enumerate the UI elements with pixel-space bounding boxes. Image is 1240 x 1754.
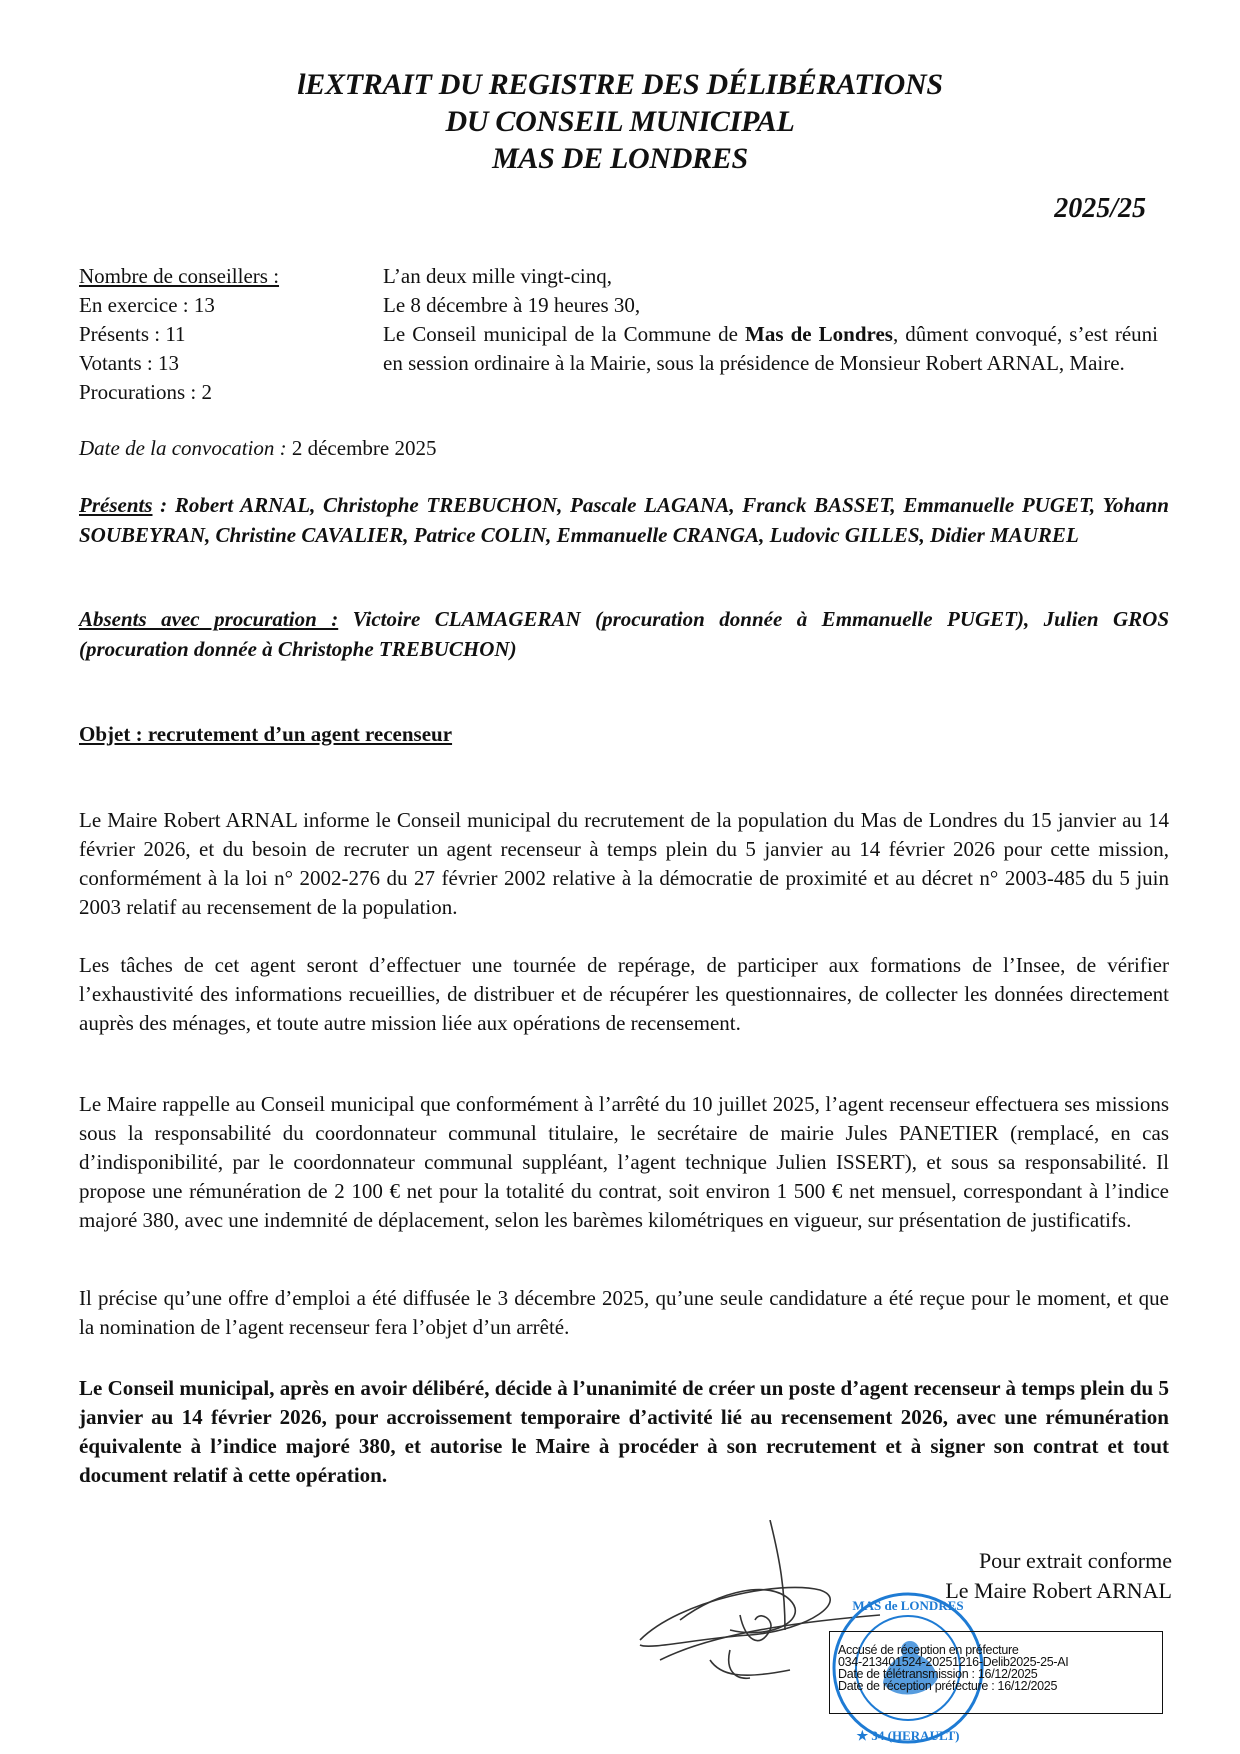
counts-heading: Nombre de conseillers : xyxy=(79,264,280,288)
body-paragraph-1: Le Maire Robert ARNAL informe le Conseil municipal du recrutement de la population du Mas de Londres du 15 janvier au 14 février 2026, et du besoin de recruter un agent recenseur à temps plein du 5 janvier au 14 février 2026 pour cette mission, conformément à la loi n° 2002-276 du 27 février 2002 relative à la démocratie de proximité et au décret n° 2003-485 du 5 juin 2003 relatif au recensement de la population. xyxy=(79,808,1169,919)
count-votants: Votants : 13 xyxy=(79,351,179,375)
decision-paragraph: Le Conseil municipal, après en avoir délibéré, décide à l’unanimité de créer un poste d’agent recenseur à temps plein du 5 janvier au 14 février 2026, pour accroissement temporaire d’activité lié au recensement 2026, avec une rémunération équivalente à l’indice majoré 380, et autorise le Maire à procéder à son recrutement et à signer son contrat et tout document relatif à cette opération. xyxy=(79,1376,1169,1487)
preamble-text-a: Le Conseil municipal de la Commune de xyxy=(383,322,746,346)
signature-line-2: Le Maire Robert ARNAL xyxy=(945,1578,1172,1603)
convocation-date xyxy=(79,436,436,461)
commune-name: Mas de Londres xyxy=(745,322,893,346)
body-paragraph-2: Les tâches de cet agent seront d’effectuer une tournée de repérage, de participer aux formations de l’Insee, de vérifier l’exhaustivité des informations recueillies, de distribuer et de récupérer les questionnaires, de collecter les données directement auprès des ménages, et toute autre mission liée aux opérations de recensement. xyxy=(79,953,1169,1035)
count-procurations: Procurations : 2 xyxy=(79,380,212,404)
svg-text:MAS de LONDRES: MAS de LONDRES xyxy=(852,1598,964,1613)
title-line-2: DU CONSEIL MUNICIPAL xyxy=(445,105,795,138)
ack-line-1: Accusé de réception en préfecture xyxy=(838,1643,1019,1657)
count-en-exercice: En exercice : 13 xyxy=(79,293,215,317)
ack-line-4: Date de réception préfecture : 16/12/2025 xyxy=(838,1679,1058,1693)
councillor-counts xyxy=(79,262,279,407)
deliberation-subject: Objet : recrutement d’un agent recenseur xyxy=(79,722,453,746)
signature-line-1: Pour extrait conforme xyxy=(978,1548,1172,1573)
ack-line-3: Date de télétransmission : 16/12/2025 xyxy=(838,1667,1038,1681)
deliberation-reference: 2025/25 xyxy=(1054,193,1146,224)
svg-text:★ 34 (HERAULT): ★ 34 (HERAULT) xyxy=(856,1728,960,1743)
ack-line-2: 034-213401524-20251216-Delib2025-25-AI xyxy=(838,1655,1069,1669)
absents-list xyxy=(79,604,1169,664)
session-preamble xyxy=(383,262,1158,378)
presents-label: Présents xyxy=(79,493,153,517)
presents-names: : Robert ARNAL, Christophe TREBUCHON, Pascale LAGANA, Franck BASSET, Emmanuelle PUGET, Yohann SOUBEYRAN, Christine CAVALIER, Patrice COLIN, Emmanuelle CRANGA, Ludovic GILLES, Didier MAUREL xyxy=(79,493,1169,547)
document-title xyxy=(0,66,1240,177)
absents-label: Absents avec procuration : xyxy=(79,607,339,631)
absents-names: Victoire CLAMAGERAN (procuration donnée à Emmanuelle PUGET), Julien GROS (procuration donnée à Christophe TREBUCHON) xyxy=(79,607,1170,661)
body-paragraph-4: Il précise qu’une offre d’emploi a été diffusée le 3 décembre 2025, qu’une seule candidature a été reçue pour le moment, et que la nomination de l’agent recenseur fera l’objet d’un arrêté. xyxy=(79,1286,1169,1339)
count-presents: Présents : 11 xyxy=(79,322,186,346)
title-line-1: lEXTRAIT DU REGISTRE DES DÉLIBÉRATIONS xyxy=(297,68,943,101)
presents-list xyxy=(79,490,1169,550)
preamble-text-b: , dûment convoqué, s’est réuni en session ordinaire à la Mairie, sous la présidence de Monsieur Robert ARNAL, Maire. xyxy=(383,322,1158,375)
preamble-session xyxy=(383,320,1158,378)
prefecture-acknowledgement-box xyxy=(829,1631,1163,1714)
convocation-label: Date de la convocation : xyxy=(79,436,287,460)
preamble-year: L’an deux mille vingt-cinq, xyxy=(383,264,613,288)
body-paragraph-3: Le Maire rappelle au Conseil municipal que conformément à l’arrêté du 10 juillet 2025, l’agent recenseur effectuera ses missions sous la responsabilité du coordonnateur communal titulaire, le secrétaire de mairie Jules PANETIER (remplacé, en cas d’indisponibilité, par le coordonnateur communal suppléant, l’agent technique Julien ISSERT), et sous sa responsabilité. Il propose une rémunération de 2 100 € net pour la totalité du contrat, soit environ 1 500 € net mensuel, correspondant à l’indice majoré 380, avec une indemnité de déplacement, selon les barèmes kilométriques en vigueur, sur présentation de justificatifs. xyxy=(79,1092,1169,1232)
convocation-value: 2 décembre 2025 xyxy=(286,436,437,460)
title-line-3: MAS DE LONDRES xyxy=(492,142,748,175)
preamble-date: Le 8 décembre à 19 heures 30, xyxy=(383,293,641,317)
